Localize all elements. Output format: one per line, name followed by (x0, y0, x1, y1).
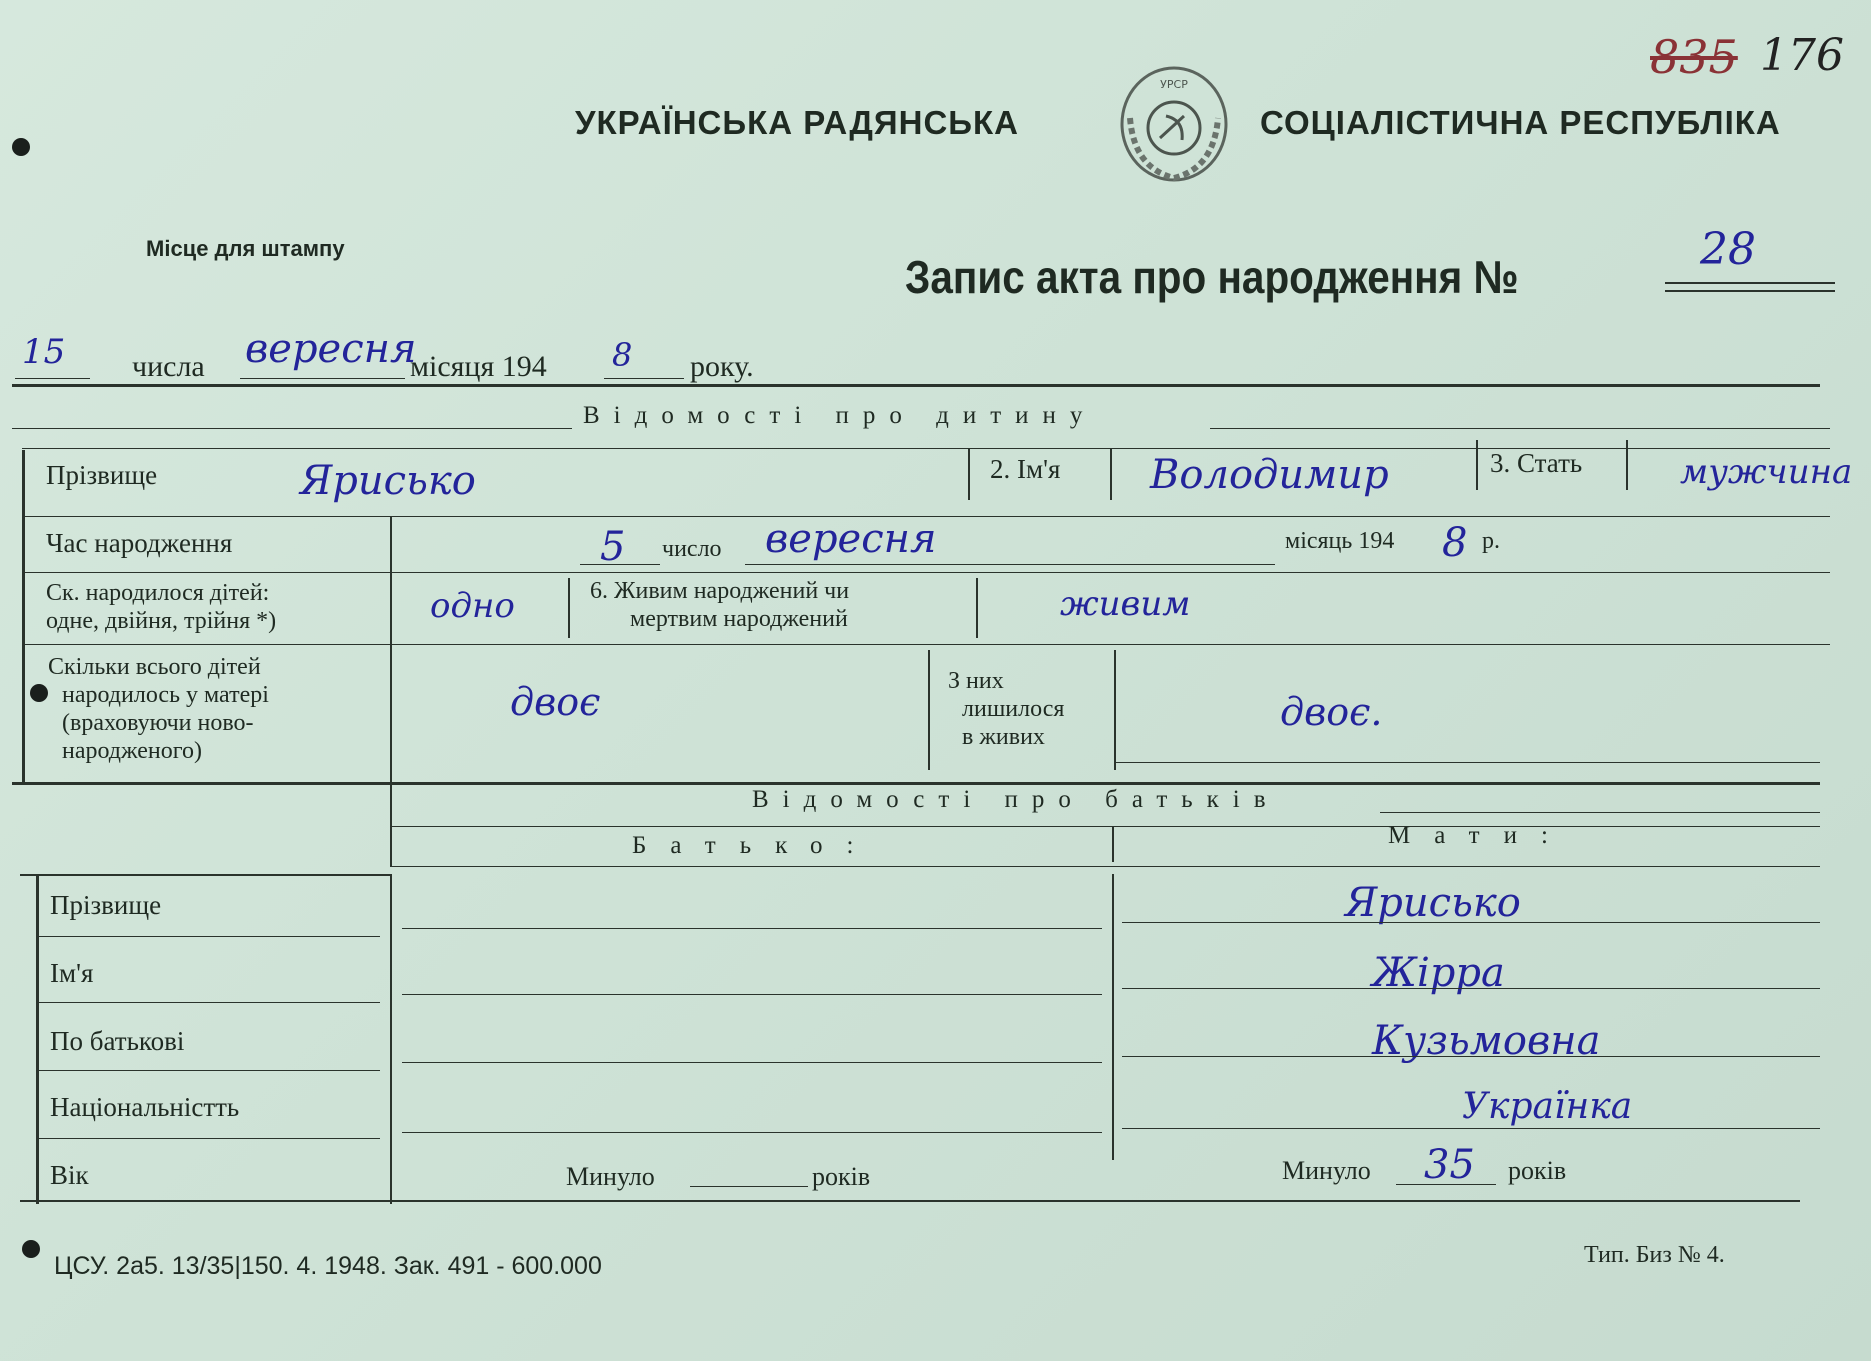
row-line-surname-mother (1122, 922, 1820, 923)
divider-name-value (1110, 448, 1112, 500)
total-label-2: народилось у матері (62, 682, 269, 708)
parents-subheading-line (390, 826, 1820, 827)
child-sex-label: 3. Стать (1490, 448, 1583, 478)
child-section-heading: Відомості про дитину (583, 402, 1097, 429)
parents-label-divider (390, 874, 392, 1204)
svg-text:УРСР: УРСР (1160, 78, 1188, 91)
parent-name-label: Ім'я (50, 958, 94, 988)
father-mother-divider (1112, 874, 1114, 1160)
left-border-parents (36, 874, 39, 1204)
date-month-label: місяця 194 (410, 350, 547, 383)
footer-printer: Тип. Биз № 4. (1584, 1242, 1725, 1268)
row-top-total (22, 644, 1830, 645)
father-age-prefix: Минуло (566, 1162, 655, 1191)
mother-nationality: Українка (1462, 1086, 1633, 1127)
date-year-line (604, 378, 684, 379)
alive-label-2: мертвим народжений (630, 606, 848, 632)
count-label-2: одне, двійня, трійня *) (46, 608, 277, 634)
child-heading-line-right (1210, 428, 1830, 429)
state-emblem-icon (1110, 58, 1238, 186)
father-age-blank (690, 1186, 808, 1187)
row-line-patronymic-label (36, 1070, 380, 1071)
mother-surname: Ярисько (1345, 880, 1521, 926)
stamp-place-label: Місце для штампу (146, 236, 345, 261)
date-year-digit: 8 (612, 336, 633, 374)
divider-name (968, 448, 970, 500)
birth-time-label: Час народження (46, 528, 233, 558)
parents-table-top (20, 874, 390, 876)
record-title: Запис акта про народження № (905, 251, 1519, 303)
birth-year-label: р. (1482, 528, 1500, 554)
row-line-name-mother (1122, 988, 1820, 989)
birth-day: 5 (600, 524, 626, 570)
father-heading: Батько: (632, 832, 878, 859)
archive-number: 176 (1760, 30, 1844, 81)
total-label-3: (враховуючи ново- (62, 710, 254, 736)
living-label-2: лишилося (962, 696, 1065, 722)
divider-alive (568, 578, 570, 638)
footer-print-info: ЦСУ. 2а5. 13/35|150. 4. 1948. Зак. 491 - 600.000 (54, 1252, 602, 1280)
divider-parents (12, 782, 1820, 785)
parent-patronymic-label: По батькові (50, 1026, 185, 1056)
child-surname-label: Прізвище (46, 460, 158, 490)
record-number-underline (1665, 282, 1835, 284)
punch-hole-middle (30, 684, 48, 702)
birth-day-line (580, 564, 660, 565)
row-bottom-total-value (1114, 762, 1820, 763)
parents-label-divider-top (390, 782, 392, 866)
mother-age-suffix: років (1508, 1156, 1567, 1185)
row-top-count (22, 572, 1830, 573)
alive-label-1: 6. Живим народжений чи (590, 578, 850, 604)
total-label-4: народженого) (62, 738, 203, 764)
date-month: вересня (245, 326, 417, 372)
divider-sex (1476, 440, 1478, 490)
mother-patronymic: Кузьмовна (1372, 1018, 1601, 1064)
mother-age: 35 (1424, 1142, 1475, 1188)
divider-living-value (1114, 650, 1116, 770)
divider-sex-value (1626, 440, 1628, 490)
birth-year-digit: 8 (1442, 520, 1468, 566)
divider-date (12, 384, 1820, 387)
mother-name: Жірра (1372, 950, 1505, 996)
row-line-surname-father (402, 928, 1102, 929)
row-line-patronymic-mother (1122, 1056, 1820, 1057)
parent-nationality-label: Національністть (50, 1092, 240, 1122)
mother-heading: Мати: (1388, 822, 1572, 849)
parents-heading-line-right (1380, 812, 1820, 813)
living-value: двоє. (1280, 690, 1383, 734)
row-line-patronymic-father (402, 1062, 1102, 1063)
parents-header-bottom (390, 866, 1820, 867)
left-border-child (22, 450, 25, 782)
birth-month-label: місяць 194 (1285, 528, 1395, 554)
header-right: СОЦІАЛІСТИЧНА РЕСПУБЛІКА (1260, 104, 1781, 141)
child-sex: мужчина (1680, 452, 1853, 492)
birth-month-line (745, 564, 1275, 565)
row-line-nationality-father (402, 1132, 1102, 1133)
parents-table-bottom (20, 1200, 1800, 1202)
row-line-name-label (36, 1002, 380, 1003)
row-line-name-father (402, 994, 1102, 995)
divider-living (928, 650, 930, 770)
child-name-label: 2. Ім'я (990, 454, 1061, 484)
count-value: одно (430, 586, 515, 626)
mother-age-blank (1396, 1184, 1496, 1185)
count-label-1: Ск. народилося дітей: (46, 580, 270, 606)
archive-number-struck: 835 (1650, 30, 1738, 84)
row-line-nationality-label (36, 1138, 380, 1139)
birth-day-label: число (662, 536, 722, 562)
living-label-3: в живих (962, 724, 1045, 750)
record-number: 28 (1700, 224, 1756, 275)
birth-month: вересня (765, 516, 937, 562)
mother-age-prefix: Минуло (1282, 1156, 1371, 1185)
punch-hole-bottom (22, 1240, 40, 1258)
punch-hole-top (12, 138, 30, 156)
child-name: Володимир (1150, 452, 1389, 498)
divider-alive-value (976, 578, 978, 638)
parent-surname-label: Прізвище (50, 890, 162, 920)
total-label-1: Скільки всього дітей (48, 654, 261, 680)
father-mother-divider-top (1112, 826, 1114, 862)
child-heading-line-left (12, 428, 572, 429)
living-label-1: З них (948, 668, 1004, 694)
total-value: двоє (510, 680, 601, 724)
row-line-nationality-mother (1122, 1128, 1820, 1129)
date-day: 15 (22, 332, 66, 372)
alive-value: живим (1060, 584, 1191, 624)
child-surname: Ярисько (300, 458, 476, 504)
date-day-line (15, 378, 90, 379)
header-left: УКРАЇНСЬКА РАДЯНСЬКА (575, 104, 1019, 141)
parent-age-label: Вік (50, 1160, 89, 1190)
father-age-suffix: років (812, 1162, 871, 1191)
label-column-divider (390, 516, 392, 782)
record-number-underline-2 (1665, 290, 1835, 292)
date-month-line (240, 378, 405, 379)
row-line-surname-label (36, 936, 380, 937)
parents-section-heading: Відомості про батьків (752, 786, 1280, 813)
date-year-label: року. (690, 350, 754, 383)
date-day-label: числа (132, 350, 205, 383)
